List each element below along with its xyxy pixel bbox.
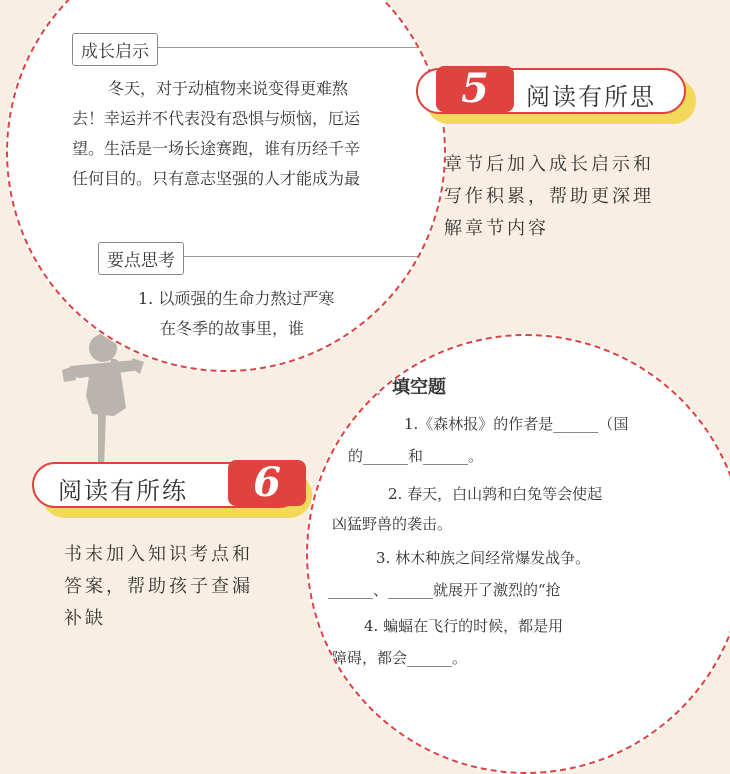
quiz-line: 的______和______。: [348, 447, 484, 465]
section-title: 阅读有所思: [526, 83, 656, 111]
section-6-banner: [32, 459, 332, 518]
quiz-line: 4. 蝙蝠在飞行的时候，都是用: [364, 617, 564, 635]
question-line: 在冬季的故事里，谁: [160, 319, 305, 338]
description-line: 写作积累，帮助更深理: [444, 186, 654, 207]
section-6-description: [64, 539, 253, 635]
growth-insight-tag: 成长启示: [72, 33, 158, 66]
section-number-badge: 5: [436, 66, 514, 112]
question-line: 1. 以顽强的生命力熬过严寒: [138, 289, 335, 308]
section-5-description: [444, 149, 654, 245]
quiz-line: 3. 林木种族之间经常爆发战争。: [376, 549, 591, 567]
quiz-heading: 一、填空题: [356, 377, 446, 398]
paragraph-line: 冬天，对于动植物来说变得更难熬: [108, 79, 349, 98]
key-points-tag: 要点思考: [98, 242, 184, 275]
description-line: 答案，帮助孩子查漏: [64, 576, 253, 597]
top-preview-circle: [6, 0, 446, 372]
section-5-banner: [416, 65, 696, 124]
tag-underline: [184, 256, 444, 257]
quiz-line: ______、______就展开了激烈的“抢: [328, 581, 561, 599]
paragraph-line: 去！幸运并不代表没有恐惧与烦恼，厄运: [72, 109, 361, 128]
paragraph-line: 望。生活是一场长途赛跑，谁有历经千辛: [72, 139, 361, 158]
description-line: 补缺: [64, 608, 106, 629]
bottom-preview-circle: [306, 334, 730, 774]
paragraph-line: 任何目的。只有意志坚强的人才能成为最: [72, 169, 361, 188]
section-number-badge: 6: [228, 460, 306, 506]
section-title: 阅读有所练: [58, 477, 188, 505]
quiz-line: 凶猛野兽的袭击。: [332, 515, 453, 533]
quiz-line: 2. 春天，白山鹑和白兔等会使起: [388, 485, 603, 503]
description-line: 解章节内容: [444, 218, 549, 239]
quiz-line: 障碍，都会______。: [332, 649, 468, 667]
tag-underline: [158, 47, 446, 48]
quiz-line: 1.《森林报》的作者是______（国: [404, 415, 629, 433]
description-line: 章节后加入成长启示和: [444, 154, 654, 175]
description-line: 书末加入知识考点和: [64, 544, 253, 565]
